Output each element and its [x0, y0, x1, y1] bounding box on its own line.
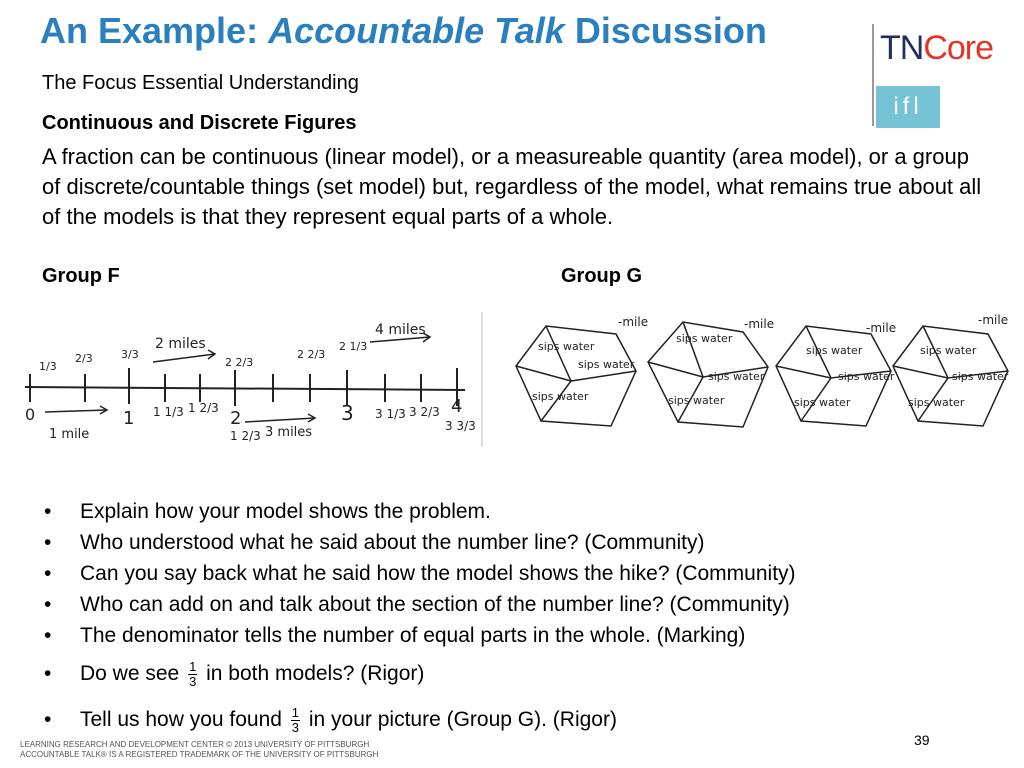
description-paragraph: A fraction can be continuous (linear model), or a measureable quantity (area model), or a group of discrete/countable things (set model) but, regardless of the model, what remains true about all of the models is that they represent equal parts of a whole. [42, 144, 982, 229]
core-text: Core [923, 29, 994, 67]
fraction-numerator: 1 [189, 658, 197, 674]
label-3-1-3: 3 1/3 [375, 407, 406, 421]
title-part-1: An Example: [40, 10, 269, 51]
discussion-bullets [44, 496, 984, 743]
ifl-badge: ifl [876, 86, 940, 128]
bullet-dot: • [44, 531, 52, 554]
mile-label-4: -mile [978, 313, 1009, 327]
bullet-item [44, 496, 984, 527]
cube-labels [532, 332, 1009, 409]
label-4-miles: 4 miles [375, 322, 426, 338]
cube-2-label-b: sips water [708, 370, 765, 383]
cube-4-label-a: sips water [920, 344, 977, 357]
cube-3-label-a: sips water [806, 344, 863, 357]
slide-footer [20, 740, 378, 760]
label-2-1-3: 2 1/3 [339, 340, 368, 353]
slide-title [40, 10, 767, 52]
bullet-item [44, 620, 984, 651]
focus-subtitle: The Focus Essential Understanding [42, 72, 359, 94]
fraction-numerator: 1 [291, 704, 300, 720]
top-tick-labels [39, 322, 426, 373]
fraction-denominator: 3 [189, 673, 197, 689]
bullet-dot: • [44, 624, 52, 647]
cube-2-label-c: sips water [668, 394, 725, 407]
bullet-dot: • [44, 662, 52, 685]
bullet-text: Tell us how you found [80, 708, 288, 731]
label-4: 4 [451, 396, 463, 417]
bullet-dot: • [44, 708, 52, 731]
number-line-drawing [25, 312, 485, 447]
bullet-text: Do we see [80, 662, 186, 685]
fraction-one-third [291, 706, 300, 735]
label-2: 2 [230, 408, 242, 429]
bottom-tick-labels [25, 396, 476, 443]
label-3-3-3: 3 3/3 [445, 419, 476, 433]
cubes-drawing [508, 308, 1013, 448]
label-1-1-3: 1 1/3 [153, 405, 184, 419]
label-3-2-3: 3 2/3 [409, 405, 440, 419]
bullet-text: in your picture (Group G). (Rigor) [303, 708, 617, 731]
number-line [25, 387, 465, 390]
cube-3-label-c: sips water [794, 396, 851, 409]
bullet-item [44, 558, 984, 589]
label-1: 1 [123, 408, 135, 429]
title-part-3: Discussion [564, 10, 767, 51]
label-0: 0 [25, 405, 36, 424]
label-1-2-3-b: 1 2/3 [230, 429, 261, 443]
label-2-miles: 2 miles [155, 336, 206, 352]
label-2-2-3: 2 2/3 [225, 356, 254, 369]
bullet-dot: • [44, 500, 52, 523]
label-1-mile: 1 mile [49, 427, 90, 442]
bullet-text: The denominator tells the number of equal parts in the whole. (Marking) [80, 624, 746, 647]
section-heading: Continuous and Discrete Figures [42, 112, 357, 134]
mile-label-1: -mile [618, 315, 649, 329]
group-f-label: Group F [42, 265, 120, 287]
label-three-thirds: 3/3 [121, 348, 139, 361]
bullet-item [44, 589, 984, 620]
bullet-text: Who can add on and talk about the section of the number line? (Community) [80, 593, 790, 616]
bullet-text: in both models? (Rigor) [200, 662, 425, 685]
label-1-2-3: 1 2/3 [188, 401, 219, 415]
mile-label-3: -mile [866, 321, 897, 335]
cube-4-label-c: sips water [908, 396, 965, 409]
bullet-item [44, 697, 984, 743]
cube-2-label-a: sips water [676, 332, 733, 345]
cube-3-label-b: sips water [838, 370, 895, 383]
cube-1-label-b: sips water [578, 358, 635, 371]
bullet-text: Who understood what he said about the number line? (Community) [80, 531, 705, 554]
bullet-item [44, 651, 984, 697]
fraction-denominator: 3 [291, 719, 300, 735]
footer-line-1: LEARNING RESEARCH AND DEVELOPMENT CENTER © 2013 UNIVERSITY OF PITTSBURGH [20, 740, 370, 749]
label-3-miles: 3 miles [265, 425, 313, 440]
label-two-thirds: 2/3 [75, 352, 93, 365]
group-g-label: Group G [561, 265, 643, 287]
label-2-2-3-b: 2 2/3 [297, 348, 326, 361]
page-number: 39 [914, 732, 930, 748]
bullet-item [44, 527, 984, 558]
tncore-wordmark [880, 28, 993, 68]
bullet-text: Can you say back what he said how the model shows the hike? (Community) [80, 562, 796, 585]
fraction-one-third [188, 660, 197, 689]
bullet-dot: • [44, 562, 52, 585]
mile-label-2: -mile [744, 317, 775, 331]
cube-4-label-b: sips water [952, 370, 1009, 383]
bullet-dot: • [44, 593, 52, 616]
logo-divider [872, 24, 874, 126]
tncore-ifl-logo [872, 24, 1007, 128]
label-one-third: 1/3 [39, 360, 57, 373]
footer-line-2: ACCOUNTABLE TALK® IS A REGISTERED TRADEMARK OF THE UNIVERSITY OF PITTSBURGH [20, 750, 379, 759]
cube-1-label-a: sips water [538, 340, 595, 353]
title-part-2: Accountable Talk [268, 10, 565, 51]
bullet-text: Explain how your model shows the problem. [80, 500, 491, 523]
cube-1-label-c: sips water [532, 390, 589, 403]
tn-text: TN [880, 29, 924, 67]
label-3: 3 [341, 401, 354, 425]
